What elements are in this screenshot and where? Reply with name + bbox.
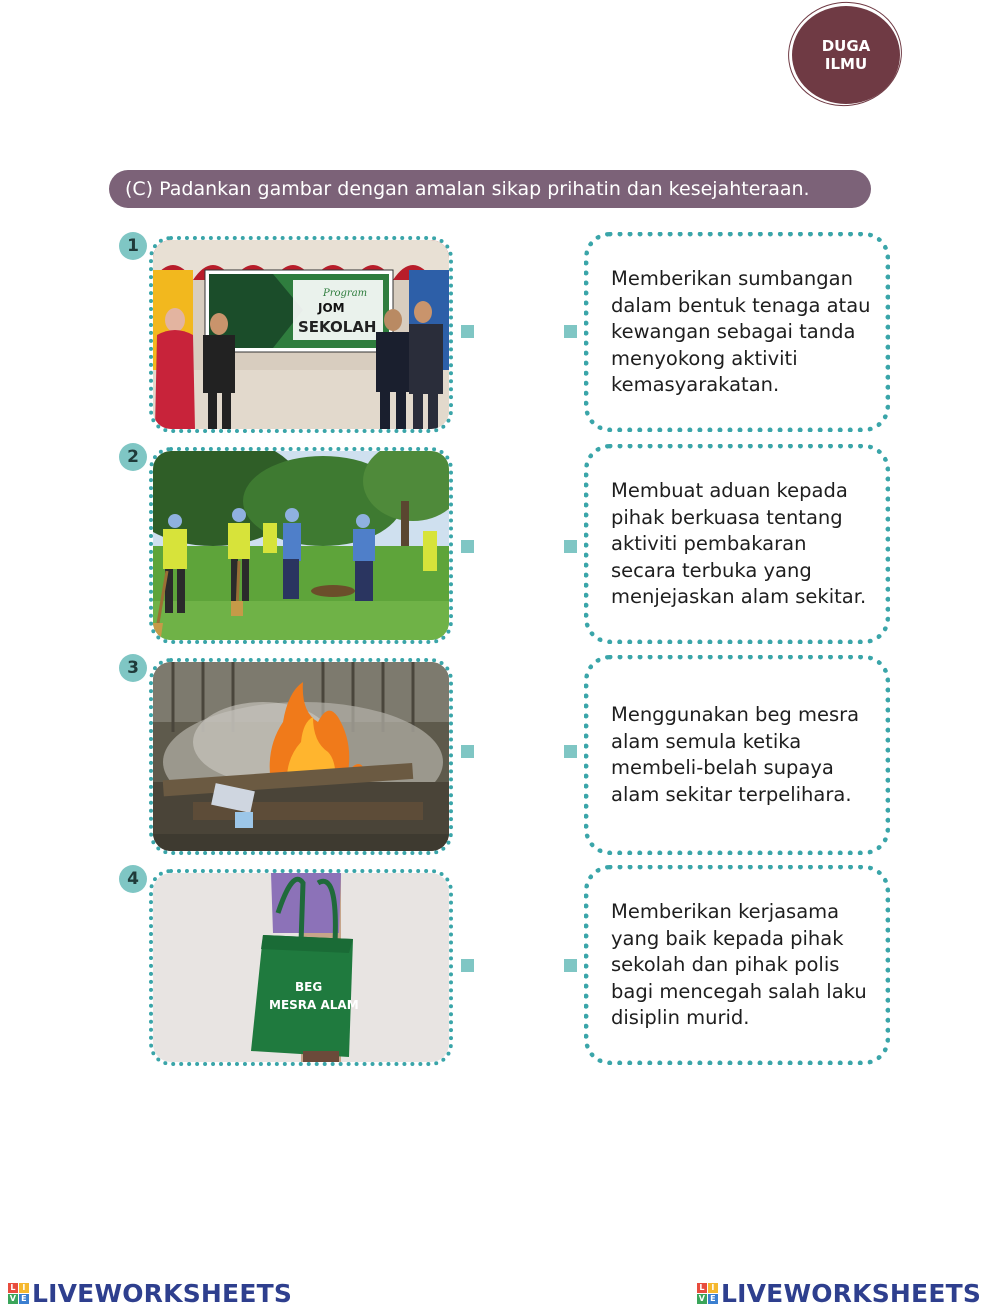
number-badge-2: 2 bbox=[119, 443, 147, 471]
duga-ilmu-badge bbox=[792, 6, 900, 104]
banner-text-1: Program bbox=[323, 288, 368, 299]
match-dot-statement-3[interactable] bbox=[564, 745, 577, 758]
liveworksheets-wordmark-left: LIVEWORKSHEETS bbox=[32, 1279, 293, 1308]
badge-line-2: ILMU bbox=[824, 55, 868, 73]
banner-text-2: JOM bbox=[318, 301, 345, 315]
bag-text-2: MESRA ALAM bbox=[269, 998, 359, 1012]
statement-text-4: Memberikan kerjasama yang baik kepada pihak sekolah dan pihak polis bagi mencegah salah laku disiplin murid. bbox=[611, 899, 867, 1029]
statement-text-2: Membuat aduan kepada pihak berkuasa tentang aktiviti pembakaran secara terbuka yang menjejaskan alam sekitar. bbox=[611, 478, 867, 608]
instruction-banner: (C) Padankan gambar dengan amalan sikap prihatin dan kesejahteraan. bbox=[109, 170, 871, 208]
photo-card-1 bbox=[149, 236, 453, 433]
match-dot-photo-3[interactable] bbox=[461, 745, 474, 758]
match-dot-photo-2[interactable] bbox=[461, 540, 474, 553]
liveworksheets-logo-right[interactable] bbox=[697, 1279, 981, 1308]
statement-text-1: Memberikan sumbangan dalam bentuk tenaga atau kewangan sebagai tanda menyokong aktiviti kemasyarakatan. bbox=[611, 266, 871, 396]
number-badge-4: 4 bbox=[119, 865, 147, 893]
eco-bag-photo bbox=[153, 873, 449, 1062]
statement-card-4 bbox=[584, 865, 890, 1065]
banner-text-3: SEKOLAH bbox=[298, 318, 377, 336]
match-dot-statement-4[interactable] bbox=[564, 959, 577, 972]
liveworksheets-wordmark-right: LIVEWORKSHEETS bbox=[721, 1279, 982, 1308]
photo-card-3 bbox=[149, 658, 453, 855]
open-burning-photo bbox=[153, 662, 449, 851]
number-badge-1: 1 bbox=[119, 232, 147, 260]
photo-card-4 bbox=[149, 869, 453, 1066]
statement-text-3: Menggunakan beg mesra alam semula ketika membeli-belah supaya alam sekitar terpelihara. bbox=[611, 703, 860, 806]
cleanup-activity-photo bbox=[153, 451, 449, 640]
liveworksheets-logo-left[interactable] bbox=[8, 1279, 292, 1308]
bag-text-1: BEG bbox=[295, 980, 323, 994]
statement-card-2 bbox=[584, 444, 890, 644]
match-dot-photo-1[interactable] bbox=[461, 325, 474, 338]
match-dot-statement-1[interactable] bbox=[564, 325, 577, 338]
number-badge-3: 3 bbox=[119, 654, 147, 682]
statement-card-3 bbox=[584, 655, 890, 855]
match-dot-statement-2[interactable] bbox=[564, 540, 577, 553]
badge-line-1: DUGA bbox=[821, 37, 871, 55]
match-dot-photo-4[interactable] bbox=[461, 959, 474, 972]
liveworksheets-icon: L I V E bbox=[697, 1283, 718, 1304]
photo-card-2 bbox=[149, 447, 453, 644]
statement-card-1 bbox=[584, 232, 890, 432]
school-event-photo bbox=[153, 240, 449, 429]
liveworksheets-icon: L I V E bbox=[8, 1283, 29, 1304]
